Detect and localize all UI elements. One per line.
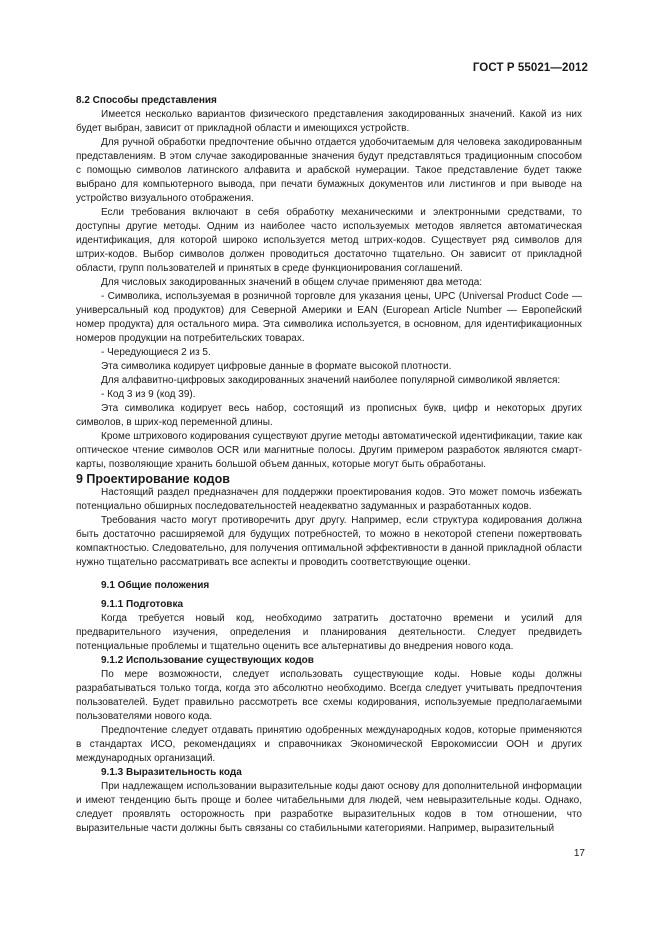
- section-9-1-title: 9.1 Общие положения: [101, 580, 210, 591]
- document-header: ГОСТ Р 55021—2012: [472, 62, 588, 74]
- paragraph: Кроме штрихового кодирования существуют другие методы автоматической идентификации, такие как оптическое чтение символов OCR или магнитные полосы. Другим примером разработок являются смарт-карты, позволяющие хранить большой объем данных, которые могут быть обработаны.: [76, 431, 582, 470]
- page-content: [76, 94, 582, 836]
- paragraph: Для числовых закодированных значений в общем случае применяют два метода:: [101, 277, 483, 288]
- paragraph: Требования часто могут противоречить друг другу. Например, если структура кодирования должна быть достаточно расширяемой для будущих потребностей, то можно в некоторой степени пожертвовать компактностью. Следовательно, для получения оптимальной эффективности в данной прикладной области нужно тщательно рассматривать все аспекты и проводить соответствующие оценки.: [76, 515, 582, 568]
- paragraph: Имеется несколько вариантов физического представления закодированных значений. Какой из них будет выбран, зависит от прикладной области и имеющихся устройств.: [76, 109, 582, 134]
- section-9-1-1-title: 9.1.1 Подготовка: [101, 599, 184, 610]
- paragraph: Если требования включают в себя обработку механическими и электронными средствами, то доступны другие методы. Одним из наиболее часто используемых методов является автоматическая идентификация, для которой широко используется метод штрих-кодов. Существует ряд символов для штрих-кодов. Выбор символов должен проводиться достаточно тщательно. Он зависит от прикладной области, групп пользователей и принятых в среде функционирования соглашений.: [76, 207, 582, 274]
- paragraph: Настоящий раздел предназначен для поддержки проектирования кодов. Это может помочь избежать потенциально обширных последовательностей неадекватно задуманных и разработанных кодов.: [76, 487, 582, 512]
- section-8-2-title: 8.2 Способы представления: [76, 95, 217, 106]
- paragraph: Для ручной обработки предпочтение обычно отдается удобочитаемым для человека закодированным представлениям. В этом случае закодированные значения будут представляться традиционным способом с помощью символов латинского алфавита и арабской нумерации. Такое представление будет также выбрано для компьютерного вывода, при печати бумажных документов или листингов и при выводе на устройство визуального отображения.: [76, 137, 582, 204]
- list-item: - Код 3 из 9 (код 39).: [101, 389, 196, 400]
- paragraph: Эта символика кодирует весь набор, состоящий из прописных букв, цифр и некоторых других символов, в шрих-код переменной длины.: [76, 403, 582, 428]
- paragraph: Когда требуется новый код, необходимо затратить достаточно времени и усилий для предварительного изучения, определения и планирования деятельности. Следует предвидеть потенциальные проблемы и тщательно оценить все альтернативы до внедрения нового кода.: [76, 613, 582, 652]
- paragraph: При надлежащем использовании выразительные коды дают основу для дополнительной информации и имеют тенденцию быть проще и более читабельными для людей, чем невыразительные коды. Однако, следует проявлять осторожность при разработке выразительных кодов в том отношении, что выразительные части должны быть связаны со стабильными категориями. Например, выразительный: [76, 781, 582, 834]
- paragraph: Для алфавитно-цифровых закодированных значений наиболее популярной символикой является:: [101, 375, 561, 386]
- paragraph: Эта символика кодирует цифровые данные в формате высокой плотности.: [101, 361, 452, 372]
- paragraph: Предпочтение следует отдавать принятию одобренных международных кодов, которые применяются в стандартах ИСО, рекомендациях и справочниках Экономической Еврокомиссии ООН и других международных организаций.: [76, 725, 582, 764]
- section-9-title: 9 Проектирование кодов: [76, 472, 230, 486]
- list-item: - Чередующиеся 2 из 5.: [101, 347, 211, 358]
- section-9-1-3-title: 9.1.3 Выразительность кода: [101, 767, 242, 778]
- section-9-1-2-title: 9.1.2 Использование существующих кодов: [101, 655, 314, 666]
- page-number: 17: [573, 848, 585, 859]
- list-item: - Символика, используемая в розничной торговле для указания цены, UPC (Universal Product Code — универсальный код продуктов) для Северной Америки и EAN (European Article Number — Европейский номер продукта) для остального мира. Эта символика используется, в основном, для идентификационных номеров продукции на потребительских товарах.: [76, 291, 582, 344]
- paragraph: По мере возможности, следует использовать существующие коды. Новые коды должны разрабатываться только тогда, когда это абсолютно необходимо. Всегда следует учитывать предпочтения пользователей. Будет правильно рассмотреть все схемы кодирования, используемые предполагаемыми пользователями нового кода.: [76, 669, 582, 722]
